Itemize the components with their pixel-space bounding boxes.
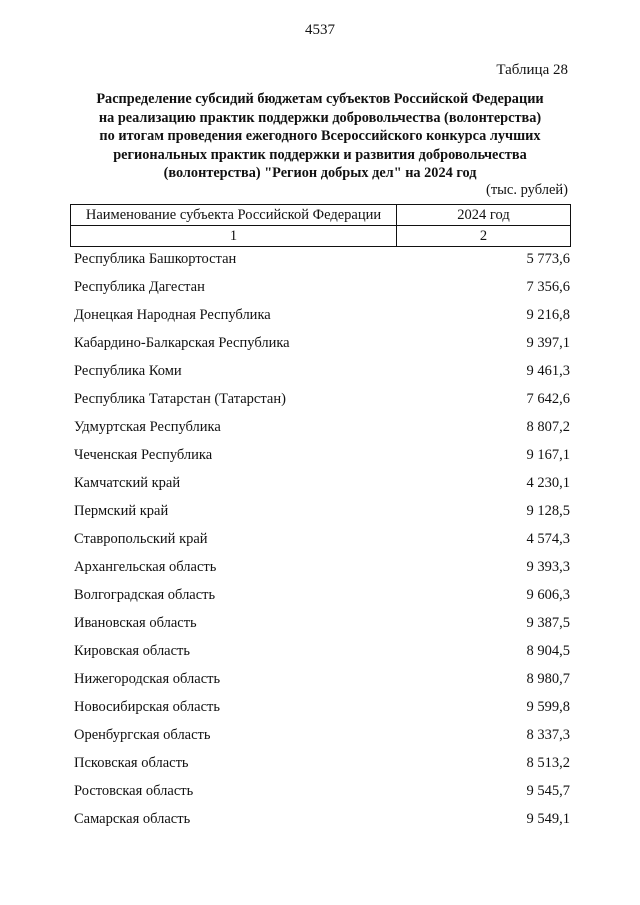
subsidy-value: 5 773,6 (526, 250, 570, 267)
table-row (74, 581, 570, 609)
table-row (74, 609, 570, 637)
subsidy-value: 8 980,7 (526, 670, 570, 687)
header-col-year: 2024 год (397, 205, 571, 226)
table-row (74, 805, 570, 833)
subsidy-value: 7 356,6 (526, 278, 570, 295)
region-name: Новосибирская область (74, 698, 220, 715)
subsidy-value: 9 397,1 (526, 334, 570, 351)
table-row (74, 525, 570, 553)
header-row (71, 205, 571, 226)
table-row (74, 469, 570, 497)
page-number: 4537 (305, 22, 335, 38)
region-name: Республика Коми (74, 362, 182, 379)
region-name: Удмуртская Республика (74, 418, 221, 435)
title-line: региональных практик поддержки и развития добровольчества (113, 146, 527, 163)
document-title (70, 90, 570, 183)
region-name: Камчатский край (74, 474, 181, 491)
subsidy-value: 9 606,3 (526, 586, 570, 603)
table-row (74, 441, 570, 469)
title-line: по итогам проведения ежегодного Всероссийского конкурса лучших (99, 128, 541, 145)
subsidy-value: 8 807,2 (526, 418, 570, 435)
table-row (74, 329, 570, 357)
header-num-year: 2 (397, 226, 571, 247)
header-number-row (71, 226, 571, 247)
region-name: Чеченская Республика (74, 446, 213, 463)
subsidy-value: 9 393,3 (526, 558, 570, 575)
subsidy-value: 9 167,1 (526, 446, 570, 463)
region-name: Республика Дагестан (74, 278, 205, 295)
region-name: Псковская область (74, 754, 189, 771)
subsidy-value: 9 387,5 (526, 614, 570, 631)
subsidy-value: 9 128,5 (526, 502, 570, 519)
subsidy-value: 8 337,3 (526, 726, 570, 743)
table-row (74, 497, 570, 525)
table-row (74, 637, 570, 665)
region-name: Волгоградская область (74, 586, 216, 603)
header-num-name: 1 (71, 226, 397, 247)
region-name: Нижегородская область (74, 670, 221, 687)
subsidy-value: 9 216,8 (526, 306, 570, 323)
region-name: Оренбургская область (74, 726, 211, 743)
table-row (74, 665, 570, 693)
table-row (74, 721, 570, 749)
subsidy-value: 7 642,6 (526, 390, 570, 407)
region-name: Республика Башкортостан (74, 250, 237, 267)
table-body (74, 245, 570, 833)
region-name: Донецкая Народная Республика (74, 306, 271, 323)
table-row (74, 245, 570, 273)
table-row (74, 693, 570, 721)
table-row (74, 777, 570, 805)
region-name: Архангельская область (74, 558, 217, 575)
region-name: Самарская область (74, 810, 191, 827)
title-line: (волонтерства) "Регион добрых дел" на 2024 год (163, 165, 477, 182)
table-row (74, 553, 570, 581)
table-row (74, 301, 570, 329)
title-line: на реализацию практик поддержки добровольчества (волонтерства) (98, 109, 542, 126)
region-name: Ивановская область (74, 614, 197, 631)
table-row (74, 385, 570, 413)
subsidy-value: 9 545,7 (526, 782, 570, 799)
subsidy-value: 4 230,1 (526, 474, 570, 491)
subsidy-value: 4 574,3 (526, 530, 570, 547)
header-col-name: Наименование субъекта Российской Федерации (71, 205, 397, 226)
units-note: (тыс. рублей) (486, 182, 568, 198)
subsidy-value: 9 461,3 (526, 362, 570, 379)
subsidy-value: 9 549,1 (526, 810, 570, 827)
region-name: Кабардино-Балкарская Республика (74, 334, 290, 351)
table-label: Таблица 28 (496, 62, 568, 78)
subsidy-value: 8 513,2 (526, 754, 570, 771)
region-name: Республика Татарстан (Татарстан) (74, 390, 286, 407)
region-name: Пермский край (74, 502, 169, 519)
table-row (74, 273, 570, 301)
subsidy-value: 9 599,8 (526, 698, 570, 715)
table-row (74, 357, 570, 385)
table-row (74, 749, 570, 777)
table-header (70, 204, 571, 247)
region-name: Ростовская область (74, 782, 194, 799)
region-name: Ставропольский край (74, 530, 208, 547)
table-row (74, 413, 570, 441)
region-name: Кировская область (74, 642, 191, 659)
title-line: Распределение субсидий бюджетам субъектов Российской Федерации (96, 91, 544, 107)
subsidy-value: 8 904,5 (526, 642, 570, 659)
